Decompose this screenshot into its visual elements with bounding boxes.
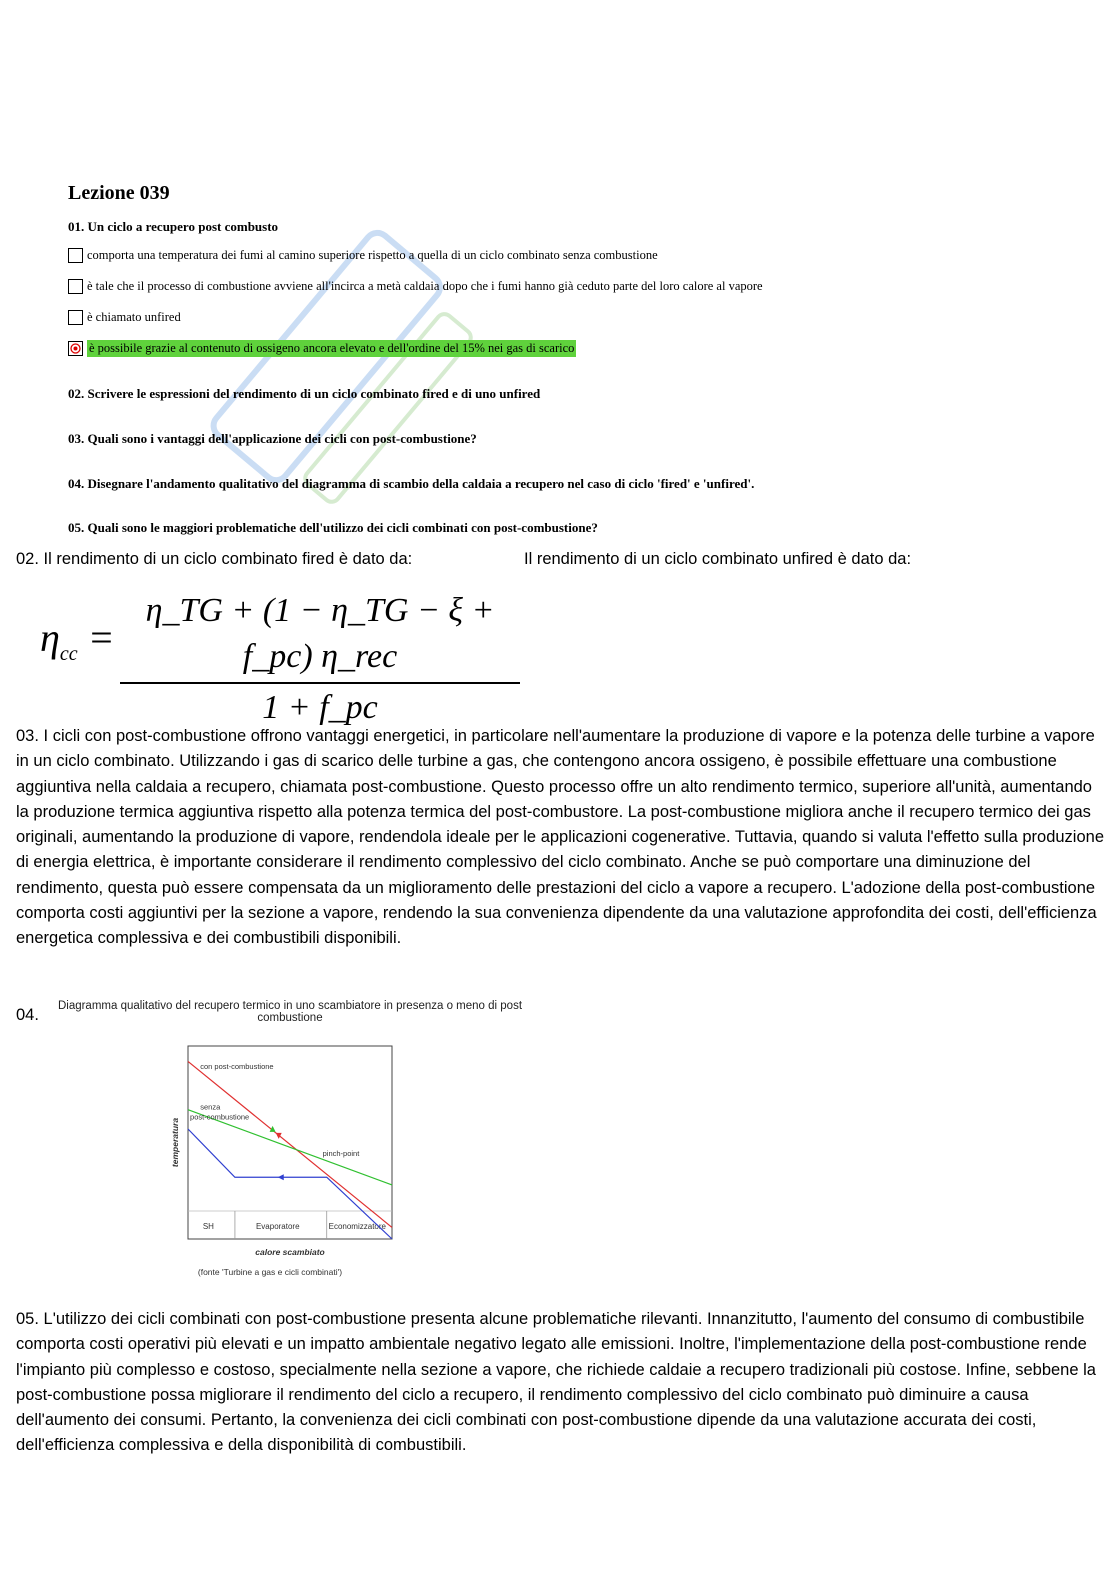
answer-02-fired-label: 02. Il rendimento di un ciclo combinato fired è dato da:: [16, 550, 413, 568]
option-text: comporta una temperatura dei fumi al camino superiore rispetto a quella di un ciclo combinato senza combustione: [87, 248, 658, 262]
efficiency-formula: [40, 588, 520, 726]
question-04: 04. Disegnare l'andamento qualitativo del diagramma di scambio della caldaia a recupero nel caso di ciclo 'fired' e 'unfired'.: [68, 476, 755, 491]
quiz-option-3[interactable]: [68, 310, 181, 325]
option-text: è tale che il processo di combustione avviene all'incirca a metà caldaia dopo che i fumi hanno già ceduto parte del loro calore al vapore: [87, 279, 763, 293]
formula-numerator: η_TG + (1 − η_TG − ξ + f_pc) η_rec: [145, 592, 495, 675]
formula-denominator: 1 + f_pc: [262, 689, 378, 726]
quiz-option-2[interactable]: [68, 279, 763, 294]
chart-annotation: post-combustione: [190, 1112, 250, 1122]
heat-recovery-chart: [40, 1000, 540, 1290]
section-label: SH: [202, 1222, 214, 1231]
answer-02-unfired-label: Il rendimento di un ciclo combinato unfired è dato da:: [524, 550, 912, 568]
section-label: Economizzatore: [328, 1222, 386, 1231]
chart-title: Diagramma qualitativo del recupero termico in uno scambiatore in presenza o meno di post combustione: [57, 1000, 523, 1024]
question-03: 03. Quali sono i vantaggi dell'applicazione dei cicli con post-combustione?: [68, 431, 477, 446]
lesson-title: Lezione 039: [68, 182, 170, 204]
question-01: 01. Un ciclo a recupero post combusto: [68, 219, 279, 234]
answer-05: 05. L'utilizzo dei cicli combinati con post-combustione presenta alcune problematiche rilevanti. Innanzitutto, l'aumento del consumo di combustibile comporta costi operativi più elevati e un impatto ambientale negativo legato alle emissioni. Inoltre, l'implementazione della post-combustione rende l'impianto più complesso e costoso, specialmente nella sezione a vapore, che richiede caldaie a recupero tradizionali più costose. Infine, sebbene la post-combustione possa migliorare il rendimento del ciclo a recupero, il rendimento complessivo del ciclo combinato può diminuire a causa dell'aumento dei consumi. Pertanto, la convenienza dei cicli combinati con post-combustione dipende da una valutazione accurata dei costi, dell'efficienza complessiva e della disponibilità di combustibili.: [16, 1310, 1096, 1455]
formula-fraction: [120, 588, 520, 728]
checkbox-icon[interactable]: [68, 279, 83, 294]
option-text-correct: è possibile grazie al contenuto di ossigeno ancora elevato e dell'ordine del 15% nei gas di scarico: [89, 341, 575, 355]
chart-svg: [40, 1000, 540, 1290]
checkbox-icon[interactable]: [68, 248, 83, 263]
chart-annotation: con post-combustione: [200, 1062, 274, 1072]
section-label: Evaporatore: [255, 1222, 300, 1231]
answer-04-label: 04.: [16, 1006, 39, 1024]
x-axis-label: calore scambiato: [255, 1247, 325, 1257]
selected-radio-icon[interactable]: [68, 341, 83, 356]
question-05: 05. Quali sono le maggiori problematiche dell'utilizzo dei cicli combinati con post-combustione?: [68, 520, 598, 535]
fraction-bar: [120, 682, 520, 684]
checkbox-icon[interactable]: [68, 310, 83, 325]
question-02: 02. Scrivere le espressioni del rendimento di un ciclo combinato fired e di uno unfired: [68, 386, 541, 401]
quiz-option-4[interactable]: [68, 340, 576, 357]
answer-03: 03. I cicli con post-combustione offrono vantaggi energetici, in particolare nell'aumentare la produzione di vapore e la potenza delle turbine a vapore in un ciclo combinato. Utilizzando i gas di scarico delle turbine a gas, che contengono ancora ossigeno, è possibile effettuare una combustione aggiuntiva nella caldaia a recupero, chiamata post-combustione. Questo processo offre un alto rendimento termico, superiore all'unità, aumentando la produzione termica aggiuntiva rispetto alla potenza termica del post-combustore. La post-combustione migliora anche il recupero termico dei gas originali, aumentando la produzione di vapore, rendendola ideale per le applicazioni cogenerative. Tuttavia, quando si valuta l'effetto sulla produzione di energia elettrica, è importante considerare il rendimento complessivo del ciclo combinato. Anche se può comportare una diminuzione del rendimento, questa può essere compensata da un miglioramento delle prestazioni del ciclo a vapore a recupero. L'adozione della post-combustione comporta costi aggiuntivi per la sezione a vapore, rendendo la sua convenienza dipendente da una valutazione approfondita dei costi, dell'efficienza energetica complessiva e dei combustibili disponibili.: [16, 727, 1104, 948]
quiz-option-1[interactable]: [68, 248, 658, 263]
chart-annotation: pinch-point: [322, 1149, 360, 1159]
chart-source: (fonte 'Turbine a gas e cicli combinati'): [197, 1267, 343, 1277]
option-text: è chiamato unfired: [87, 310, 181, 324]
formula-lhs: $\eta_{cc}$ =: [40, 615, 115, 665]
chart-annotation: senza: [200, 1102, 221, 1112]
y-axis-label: temperatura: [170, 1117, 180, 1168]
